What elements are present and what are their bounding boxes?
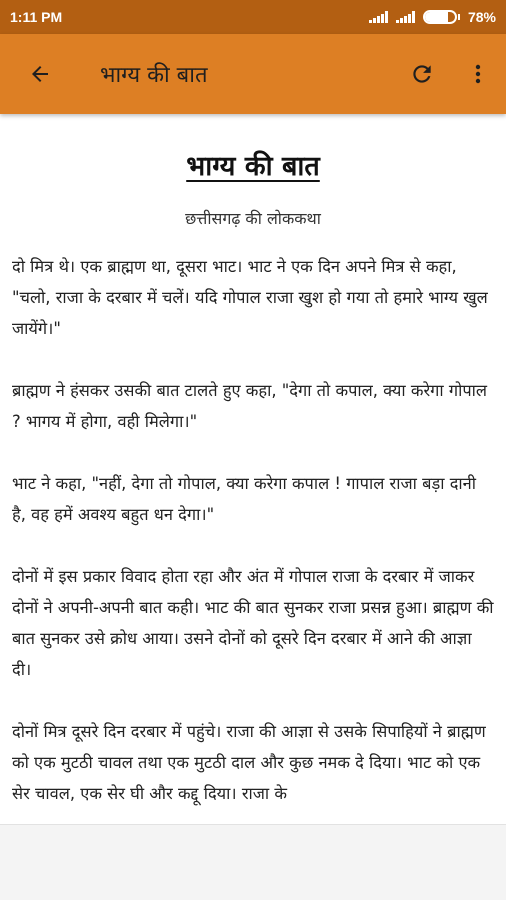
more-vert-icon [466, 62, 490, 86]
app-bar-title: भाग्य की बात [100, 63, 208, 88]
story-paragraph: दोनों मित्र दूसरे दिन दरबार में पहुंचे। राजा की आज्ञा से उसके सिपाहियों ने ब्राह्मण को एक मुटठी चावल तथा एक मुटठी दाल और कुछ नमक दे दिया। भाट को एक सेर चावल, एक सेर घी और कद्दू दिया। राजा के [12, 722, 486, 803]
arrow-left-icon [28, 62, 52, 86]
story-scroll-area[interactable] [0, 114, 506, 824]
story-title: भाग्य की बात [186, 151, 320, 182]
refresh-icon [409, 61, 435, 87]
story-paragraph: दोनों में इस प्रकार विवाद होता रहा और अंत में गोपाल राजा के दरबार में जाकर दोनों ने अपनी-अपनी बात कही। भाट की बात सुनकर राजा प्रसन्न हुआ। ब्राह्मण की बात सुनकर उसे क्रोध आया। उसने दोनों को दूसरे दिन दरबार में आने की आज्ञा दी। [12, 567, 494, 679]
back-button[interactable] [0, 34, 80, 114]
app-bar [0, 34, 506, 114]
story-subtitle: छत्तीसगढ़ की लोककथा [185, 209, 321, 228]
refresh-button[interactable] [394, 34, 450, 114]
battery-icon [423, 10, 460, 24]
signal-icon [369, 11, 388, 23]
story-paragraph: दो मित्र थे। एक ब्राह्मण था, दूसरा भाट। भाट ने एक दिन अपने मित्र से कहा, "चलो, राजा के दरबार में चलें। यदि गोपाल राजा खुश हो गया तो हमारे भाग्य खुल जायेंगे।" [12, 257, 488, 338]
status-time: 1:11 PM [10, 9, 63, 25]
more-options-button[interactable] [450, 34, 506, 114]
signal-icon-2 [396, 11, 415, 23]
bottom-blank-area [0, 824, 506, 900]
story-body [12, 251, 494, 809]
status-icons [369, 9, 496, 25]
status-bar [0, 0, 506, 34]
story-paragraph: भाट ने कहा, "नहीं, देगा तो गोपाल, क्या करेगा कपाल ! गापाल राजा बड़ा दानी है, वह हमें अवश्य बहुत धन देगा।" [12, 474, 476, 524]
battery-percent: 78% [467, 9, 496, 25]
story-paragraph: ब्राह्मण ने हंसकर उसकी बात टालते हुए कहा, "देगा तो कपाल, क्या करेगा गोपाल ? भागय में होगा, वही मिलेगा।" [12, 381, 487, 431]
